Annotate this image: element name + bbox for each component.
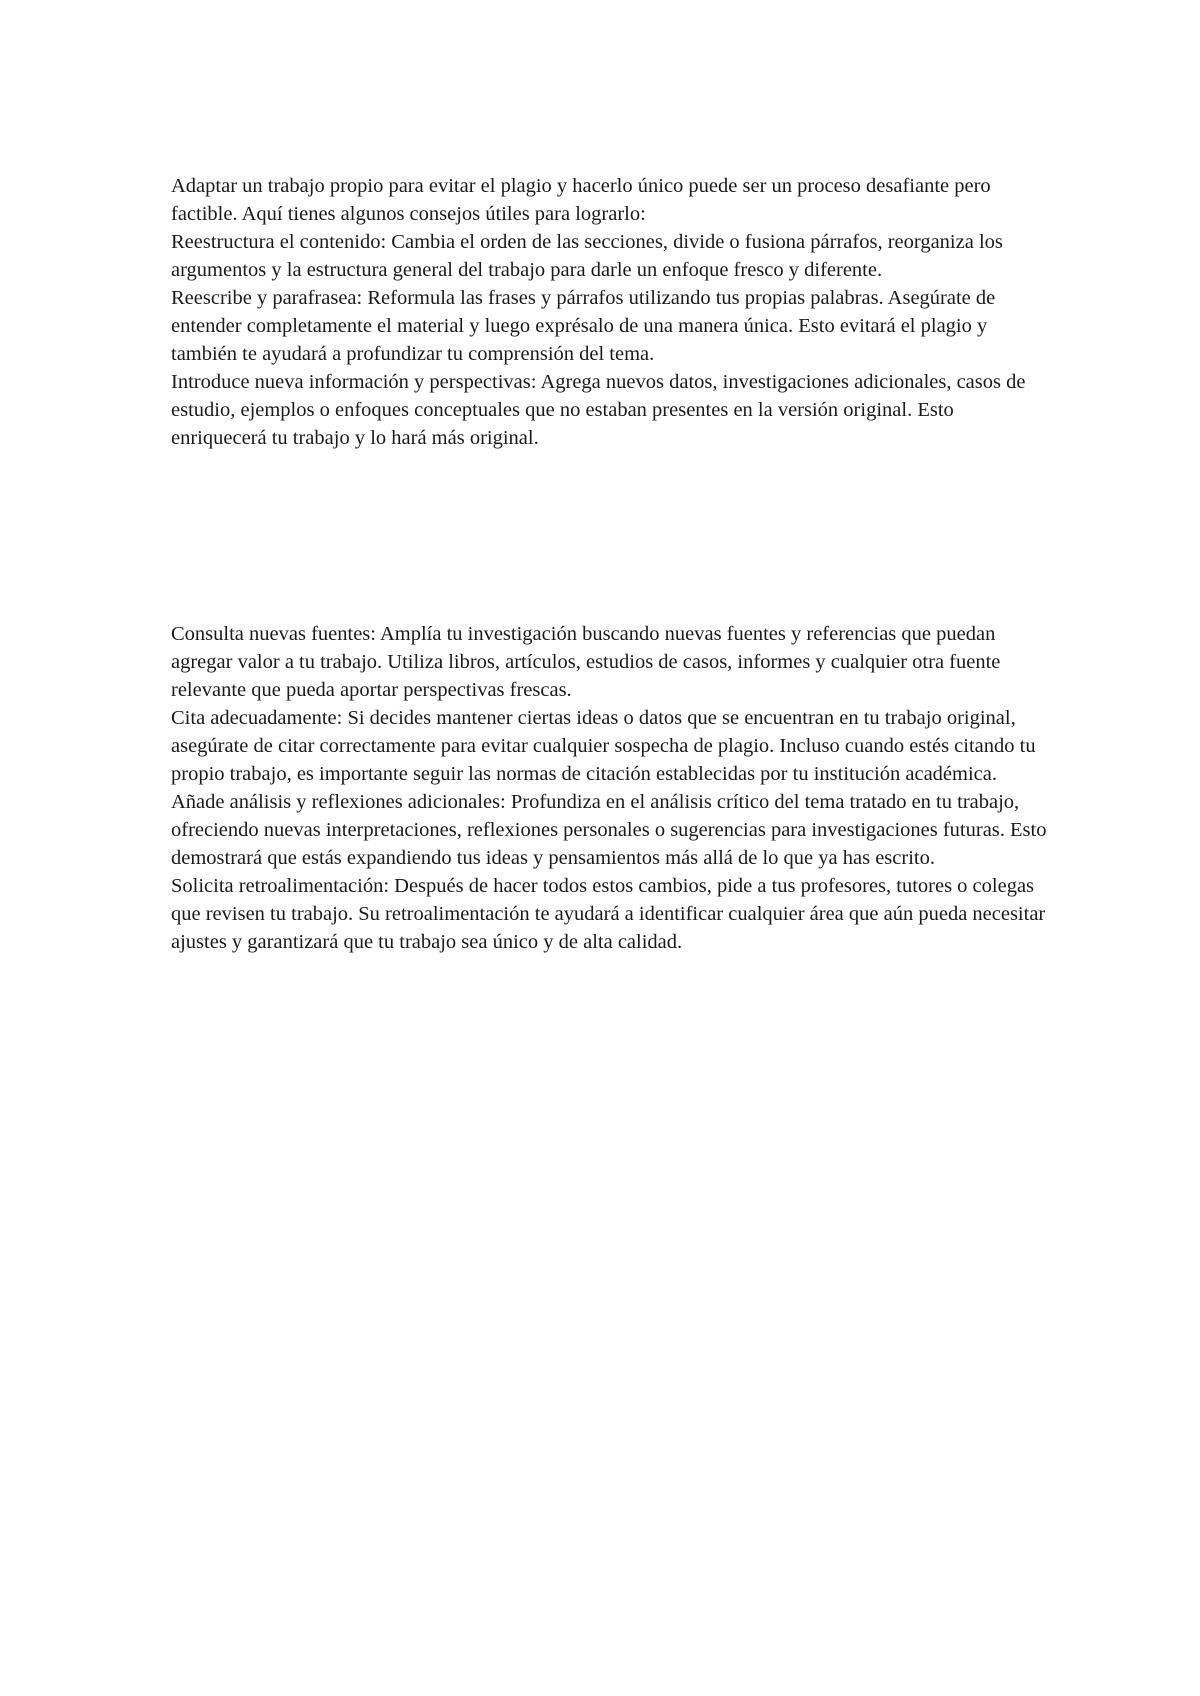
paragraph-new-information: Introduce nueva información y perspectivas: Agrega nuevos datos, investigaciones adicionales, casos de estudio, ejemplos o enfoques conceptuales que no estaban presentes en la versión original. Esto enriquecerá tu trabajo y lo hará más original. [171, 371, 1026, 449]
paragraph-analysis: Añade análisis y reflexiones adicionales: Profundiza en el análisis crítico del tema tratado en tu trabajo, ofreciendo nuevas interpretaciones, reflexiones personales o sugerencias para investigaciones futuras. Esto demostrará que estás expandiendo tus ideas y pensamientos más allá de lo que ya has escrito. [171, 791, 1047, 869]
paragraph-rewrite: Reescribe y parafrasea: Reformula las frases y párrafos utilizando tus propias palabras. Asegúrate de entender completamente el material y luego exprésalo de una manera única. Esto evitará el plagio y también te ayudará a profundizar tu comprensión del tema. [171, 287, 996, 365]
text-block-top [171, 172, 1051, 452]
paragraph-restructure: Reestructura el contenido: Cambia el orden de las secciones, divide o fusiona párrafos, reorganiza los argumentos y la estructura general del trabajo para darle un enfoque fresco y diferente. [171, 231, 1003, 281]
paragraph-feedback: Solicita retroalimentación: Después de hacer todos estos cambios, pide a tus profesores, tutores o colegas que revisen tu trabajo. Su retroalimentación te ayudará a identificar cualquier área que aún pueda necesitar ajustes y garantizará que tu trabajo sea único y de alta calidad. [171, 875, 1046, 953]
text-block-bottom [171, 620, 1051, 956]
paragraph-intro: Adaptar un trabajo propio para evitar el plagio y hacerlo único puede ser un proceso desafiante pero factible. Aquí tienes algunos consejos útiles para lograrlo: [171, 175, 991, 225]
paragraph-new-sources: Consulta nuevas fuentes: Amplía tu investigación buscando nuevas fuentes y referencias que puedan agregar valor a tu trabajo. Utiliza libros, artículos, estudios de casos, informes y cualquier otra fuente relevante que pueda aportar perspectivas frescas. [171, 623, 1001, 701]
paragraph-citations: Cita adecuadamente: Si decides mantener ciertas ideas o datos que se encuentran en tu trabajo original, asegúrate de citar correctamente para evitar cualquier sospecha de plagio. Incluso cuando estés citando tu propio trabajo, es importante seguir las normas de citación establecidas por tu institución académica. [171, 707, 1036, 785]
